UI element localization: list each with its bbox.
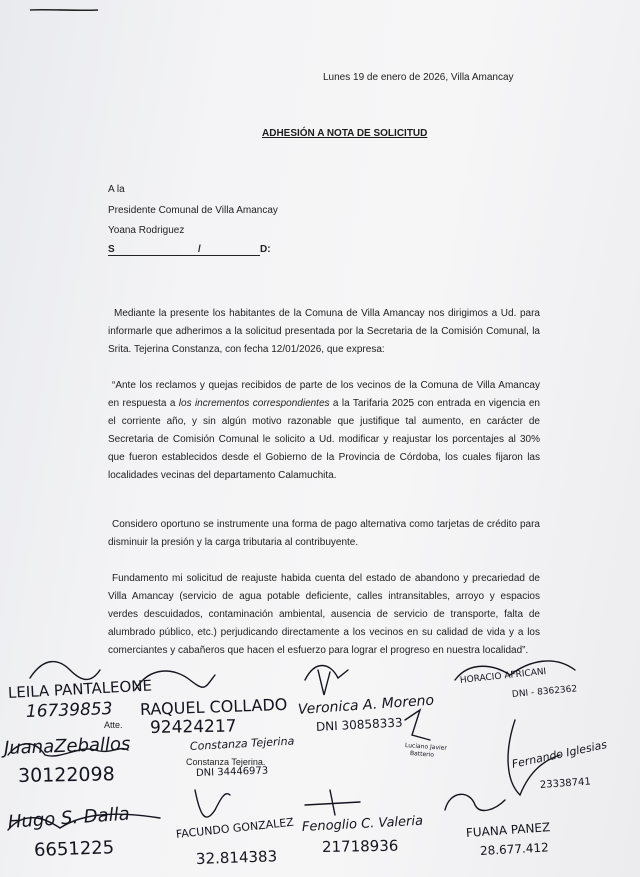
paragraph-payment-text: Considero oportuno se instrumente una forma de pago alternativa como tarjetas de crédito para disminuir la presión y la carga tributaria al contribuyente. — [108, 519, 540, 548]
signature-4-id: DNI - 8362362 — [511, 684, 578, 700]
signature-7-id: 23338741 — [539, 776, 592, 791]
signature-2-id: 92424217 — [149, 716, 237, 738]
paragraph-intro — [108, 305, 540, 359]
signature-3-id: DNI 30858333 — [315, 715, 403, 734]
signature-10-id: 21718936 — [321, 836, 399, 856]
recipient-line-2: Presidente Comunal de Villa Amancay — [108, 205, 278, 216]
signature-11-name: JuanaZeballos — [3, 733, 131, 759]
quote-rest-text: a la Tarifaria 2025 con entrada en vigencia en el corriente año, y sin algún motivo razonable que justifique tal aumento, en carácter de Secretaria de Comisión Comunal le solicito a Ud. modificar y reajustar los porcentajes al 30% que fueron establecidos desde el Gobierno de la Provincia de Córdoba, los cuales fijaron las localidades vecinas del departamento Calamuchita. — [108, 398, 540, 481]
paragraph-quote — [108, 377, 540, 485]
s-label: S — [108, 244, 198, 256]
recipient-line-3: Yoana Rodriguez — [108, 225, 185, 236]
signature-7-name: Fernando Iglesias — [510, 738, 609, 771]
closing-atte: Atte. — [104, 720, 123, 730]
quote-open-text: “Ante los reclamos y quejas recibidos de parte de los vecinos de la Comuna de Villa Amancay en respuesta a — [108, 380, 540, 409]
signature-6-name: Luciano Javier — [404, 742, 448, 752]
signature-9-name: FACUNDO GONZALEZ — [175, 815, 295, 841]
signature-9-id: 32.814383 — [195, 847, 278, 868]
signature-8-id: 6651225 — [33, 837, 115, 861]
signature-1-name: LEILA PANTALEONE — [7, 676, 153, 702]
document-date: Lunes 19 de enero de 2026, Villa Amancay — [323, 72, 514, 83]
quote-italic-text: los incrementos correspondientes — [178, 398, 330, 409]
slash-label: / — [198, 244, 260, 256]
signature-4-name: HORACIO AFRICANI — [459, 666, 547, 686]
signature-11-id: 30122098 — [17, 763, 115, 787]
signature-12-name: FUANA PANEZ — [465, 820, 551, 840]
signature-3-name: Veronica A. Moreno — [297, 692, 435, 718]
signature-10-name: Fenoglio C. Valeria — [301, 813, 424, 835]
signature-5-id: DNI 34446973 — [195, 765, 269, 779]
signature-6-id: Batterio — [409, 750, 435, 759]
salutation-sd-line — [108, 244, 271, 256]
signature-5-name: Constanza Tejerina — [189, 734, 295, 753]
pen-stroke-mark — [28, 6, 100, 14]
d-label: D: — [260, 244, 271, 255]
paragraph-intro-text: Mediante la presente los habitantes de la Comuna de Villa Amancay nos dirigimos a Ud. para informarle que adherimos a la solicitud presentada por la Secretaria de la Comisión Comunal, la Srita. Tejerina Constanza, con fecha 12/01/2026, que expresa: — [108, 308, 540, 355]
closing-signer-name: Constanza Tejerina. — [186, 757, 266, 767]
document-title: ADHESIÓN A NOTA DE SOLICITUD — [262, 128, 428, 139]
paragraph-foundation-text: Fundamento mi solicitud de reajuste habida cuenta del estado de abandono y precariedad de Villa Amancay (servicio de agua potable deficiente, calles intransitables, arroyo y espacios verdes descuidados, contaminación ambiental, ausencia de servicio de transporte, falta de alumbrado público, etc.) perjudicando directamente a los vecinos en su calidad de vida y a los comerciantes y cabañeros que hacen el esfuerzo para lograr el progreso en nuestra localidad”. — [108, 573, 540, 656]
paragraph-payment — [108, 516, 540, 552]
signature-2-name: RAQUEL COLLADO — [139, 694, 288, 719]
recipient-line-1: A la — [108, 184, 125, 195]
signature-8-name: Hugo S. Dalla — [7, 803, 131, 833]
signature-12-id: 28.677.412 — [479, 840, 549, 858]
paragraph-quote-text — [108, 377, 540, 485]
signature-1-id: 16739853 — [25, 698, 113, 722]
